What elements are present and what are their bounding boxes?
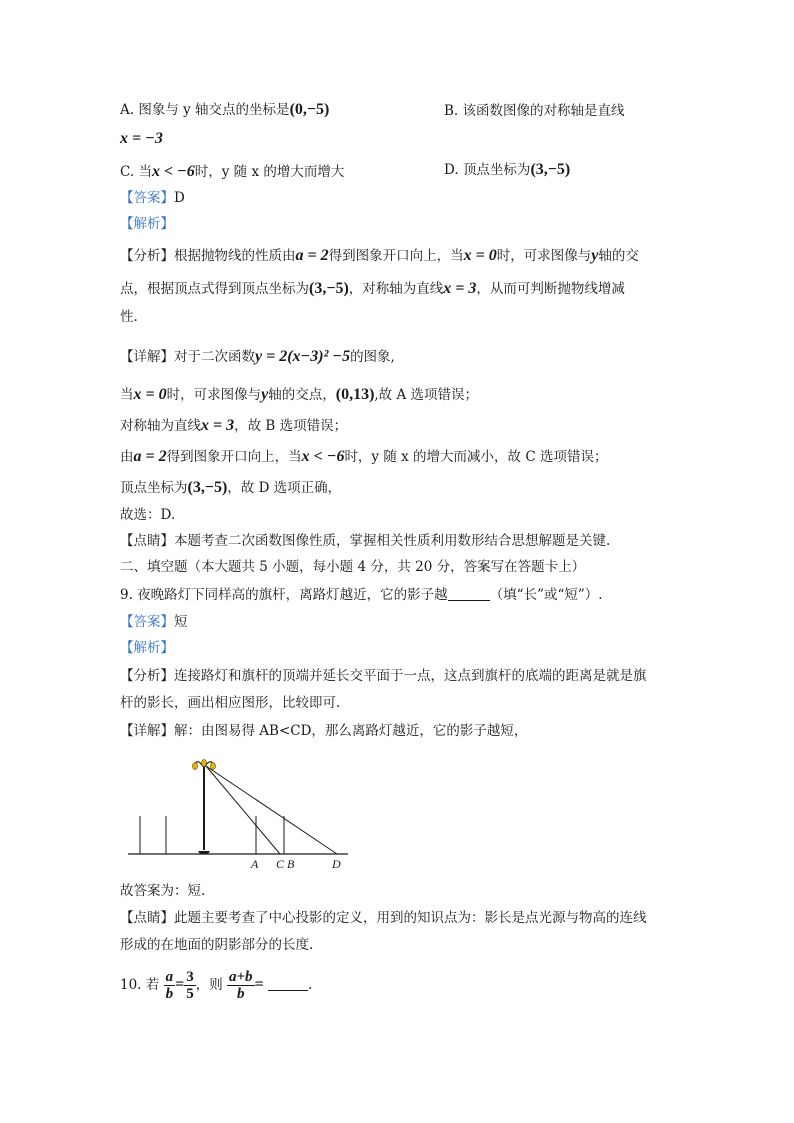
answer-value: 短	[174, 614, 188, 630]
xiangjie-text: 的图象,	[350, 349, 395, 365]
option-c-pre: 当	[138, 164, 152, 180]
option-b-label: B.	[444, 103, 459, 119]
equals-sign: =	[175, 976, 185, 993]
answer-tag: 【答案】	[120, 614, 174, 630]
q8-xiangjie-line2	[120, 385, 478, 405]
label-c: C	[276, 857, 285, 871]
xiangjie-text: 由	[120, 449, 134, 465]
fraction-a-over-b	[164, 969, 176, 1002]
lamp-light-center	[202, 760, 207, 767]
option-c-label: C.	[120, 164, 135, 180]
fraction-denominator: 5	[186, 986, 194, 1002]
q10-stem	[120, 965, 312, 1005]
light-ray-to-d	[206, 766, 337, 854]
xiangjie-text: 解：由图易得 AB<CD，那么离路灯越近，它的影子越短，	[174, 723, 528, 739]
q8-dianjing	[120, 531, 610, 551]
option-c-post: 时，y 随 x 的增大而增大	[194, 164, 345, 180]
math-vertex: (3,−5)	[309, 280, 349, 297]
xiangjie-text: ，故 B 选项错误；	[234, 418, 348, 434]
math-y: y	[261, 386, 269, 403]
section-heading: 二、填空题（本大题共 5 小题，每小题 4 分，共 20 分，答案写在答题卡上）	[120, 559, 586, 575]
fenxi-text: ，对称轴为直线	[348, 281, 444, 297]
equals-sign: =	[254, 976, 264, 993]
xiangjie-text: ，故 D 选项正确，	[227, 480, 342, 496]
option-c	[120, 162, 344, 182]
math-x0: x = 0	[133, 386, 167, 403]
xiangjie-text: 对称轴为直线	[120, 418, 201, 434]
xiangjie-text: 对于二次函数	[174, 349, 255, 365]
fenxi-tag: 【分析】	[120, 248, 174, 264]
q9-stem-text: 夜晚路灯下同样高的旗杆，离路灯越近，它的影子越	[137, 587, 448, 603]
q9-conclusion: 故答案为：短.	[120, 883, 206, 899]
xiangjie-text: 轴的交点，	[268, 387, 336, 403]
math-vertex: (3,−5)	[187, 479, 228, 496]
dianjing-tag: 【点睛】	[120, 533, 174, 549]
q8-fenxi-line1	[120, 246, 639, 266]
q9-fenxi-line2: 杆的影长，画出相应图形，比较即可.	[120, 695, 341, 711]
dianjing-tag: 【点睛】	[120, 910, 174, 926]
xiangjie-tag: 【详解】	[120, 349, 174, 365]
q10-number: 10.	[120, 977, 142, 993]
math-x3: x = 3	[201, 417, 235, 434]
q8-xiangjie-line5	[120, 478, 341, 498]
fraction-denominator: b	[237, 986, 245, 1002]
lamp-base	[198, 851, 210, 854]
option-d-math: (3,−5)	[530, 161, 571, 178]
q10-end: .	[307, 977, 313, 993]
q10-if: 若	[145, 977, 160, 993]
math-function: y = 2(x−3)² −5	[255, 348, 351, 365]
label-a: A	[251, 857, 259, 871]
q9-stem	[120, 585, 603, 605]
q8-xiangjie-line4	[120, 447, 607, 467]
option-d-label: D.	[444, 162, 459, 178]
q8-xiangjie-line6: 故选：D.	[120, 507, 176, 523]
fraction-numerator: a	[165, 969, 174, 985]
answer-value: D	[174, 190, 185, 206]
xiangjie-text: 时，可求图像与	[166, 387, 262, 403]
math-a2: a = 2	[133, 448, 167, 465]
fenxi-text: 根据抛物线的性质由	[174, 248, 296, 264]
q8-answer	[120, 188, 185, 208]
math-x0: x = 0	[463, 247, 497, 264]
option-a-label: A.	[120, 102, 135, 118]
fraction-aplusb-over-b	[227, 969, 255, 1002]
answer-blank	[448, 586, 490, 601]
q8-analysis-tag: 【解析】	[120, 216, 174, 232]
dianjing-text: 此题主要考查了中心投影的定义，用到的知识点为：影长是点光源与物高的连线	[174, 910, 647, 926]
option-a-text: 图象与 y 轴交点的坐标是	[138, 102, 290, 118]
option-b-cont	[120, 129, 163, 149]
label-d: D	[332, 857, 341, 871]
fraction-3-over-5	[184, 969, 196, 1002]
lamp-light-right	[211, 763, 216, 770]
fenxi-tag: 【分析】	[120, 668, 174, 684]
option-c-math: x < −6	[151, 163, 195, 180]
q9-fenxi-line1	[120, 666, 647, 686]
fenxi-text: 得到图象开口向上，当	[328, 248, 464, 264]
option-d-text: 顶点坐标为	[462, 162, 531, 178]
lamp-light-left	[193, 763, 198, 770]
fenxi-text: 点，根据顶点式得到顶点坐标为	[120, 281, 309, 297]
light-ray-to-c	[206, 766, 280, 854]
fraction-denominator: b	[165, 986, 174, 1002]
q10-then: ，则	[195, 977, 223, 993]
q9-analysis-tag: 【解析】	[120, 640, 174, 656]
answer-blank	[268, 976, 308, 991]
math-intercept: (0,13)	[335, 386, 375, 403]
label-b: B	[287, 857, 295, 871]
math-a2: a = 2	[295, 247, 329, 264]
xiangjie-text: 得到图象开口向上，当	[166, 449, 302, 465]
xiangjie-text: 当	[120, 387, 134, 403]
fenxi-text: 时，可求图像与	[496, 248, 592, 264]
math-x-lt: x < −6	[301, 448, 345, 465]
math-y: y	[591, 247, 599, 264]
q9-dianjing-line2: 形成的在地面的阴影部分的长度.	[120, 937, 314, 953]
option-d	[444, 160, 570, 180]
dianjing-text: 本题考查二次函数图像性质，掌握相关性质利用数形结合思想解题是关键.	[174, 533, 611, 549]
q9-answer	[120, 612, 188, 632]
q8-fenxi-line3: 性.	[120, 309, 138, 325]
xiangjie-text: ,故 A 选项错误；	[374, 387, 479, 403]
streetlamp-shadow-figure	[126, 754, 352, 874]
fenxi-text: ，从而可判断抛物线增减	[476, 281, 625, 297]
option-a-math: (0,−5)	[289, 101, 330, 118]
xiangjie-tag: 【详解】	[120, 723, 174, 739]
q8-xiangjie-line3	[120, 416, 347, 436]
q9-dianjing-line1	[120, 908, 647, 928]
fraction-numerator: a+b	[229, 969, 253, 985]
q8-xiangjie-line1	[120, 347, 395, 367]
q8-fenxi-line2	[120, 279, 625, 299]
q9-xiangjie	[120, 721, 527, 741]
fenxi-text: 轴的交	[598, 248, 639, 264]
option-a	[120, 100, 329, 120]
xiangjie-text: 顶点坐标为	[120, 480, 188, 496]
fenxi-text: 连接路灯和旗杆的顶端并延长交平面于一点，这点到旗杆的底端的距离是就是旗	[174, 668, 647, 684]
q9-stem-text: （填“长”或“短”）.	[489, 587, 603, 603]
option-b-text: 该函数图像的对称轴是直线	[462, 103, 625, 119]
math-x3: x = 3	[443, 280, 477, 297]
fraction-numerator: 3	[186, 969, 194, 985]
q9-number: 9.	[120, 587, 133, 603]
option-b-math: x = −3	[120, 130, 163, 147]
answer-tag: 【答案】	[120, 190, 174, 206]
xiangjie-text: 时，y 随 x 的增大而减小，故 C 选项错误；	[344, 449, 608, 465]
option-b	[444, 101, 625, 121]
